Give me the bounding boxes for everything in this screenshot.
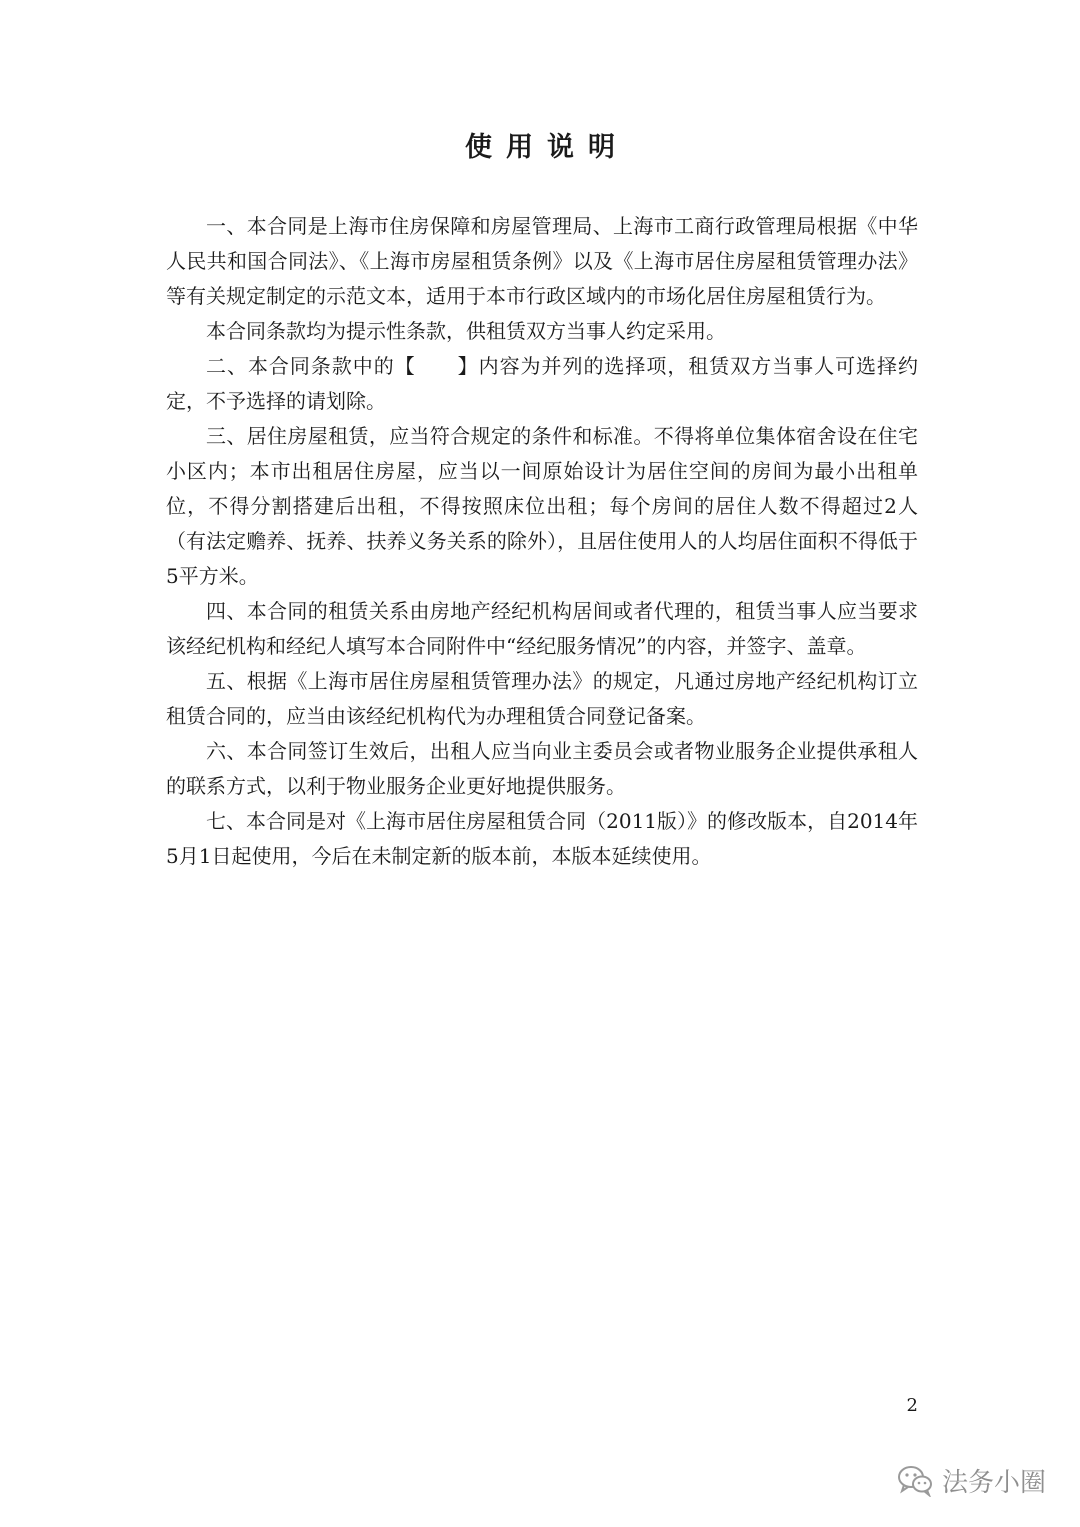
paragraph-5: 四、本合同的租赁关系由房地产经纪机构居间或者代理的，租赁当事人应当要求该经纪机构和经纪人填写本合同附件中“经纪服务情况”的内容，并签字、盖章。 [166,599,918,658]
paragraph-4: 三、居住房屋租赁，应当符合规定的条件和标准。不得将单位集体宿舍设在住宅小区内；本市出租居住房屋，应当以一间原始设计为居住空间的房间为最小出租单位，不得分割搭建后出租，不得按照床位出租；每个房间的居住人数不得超过2人（有法定赡养、抚养、扶养义务关系的除外），且居住使用人的人均居住面积不得低于5平方米。 [166,424,918,588]
paragraph-7: 六、本合同签订生效后，出租人应当向业主委员会或者物业服务企业提供承租人的联系方式，以利于物业服务企业更好地提供服务。 [166,739,918,798]
paragraph-3: 二、本合同条款中的【 】内容为并列的选择项，租赁双方当事人可选择约定，不予选择的请划除。 [166,354,918,413]
watermark [896,1460,1046,1500]
paragraph-6: 五、根据《上海市居住房屋租赁管理办法》的规定，凡通过房地产经纪机构订立租赁合同的，应当由该经纪机构代为办理租赁合同登记备案。 [166,669,918,728]
watermark-text: 法务小圈 [941,1467,1046,1498]
page-number: 2 [906,1395,918,1416]
paragraph-1: 一、本合同是上海市住房保障和房屋管理局、上海市工商行政管理局根据《中华人民共和国合同法》、《上海市房屋租赁条例》以及《上海市居住房屋租赁管理办法》等有关规定制定的示范文本，适用于本市行政区域内的市场化居住房屋租赁行为。 [166,214,918,308]
page-title: 使用说明 [465,132,629,163]
paragraph-8: 七、本合同是对《上海市居住房屋租赁合同（2011版）》的修改版本，自2014年5月1日起使用，今后在未制定新的版本前，本版本延续使用。 [166,809,918,868]
wechat-icon [896,1463,934,1497]
paragraph-2: 本合同条款均为提示性条款，供租赁双方当事人约定采用。 [206,319,726,343]
document-body [166,209,918,874]
